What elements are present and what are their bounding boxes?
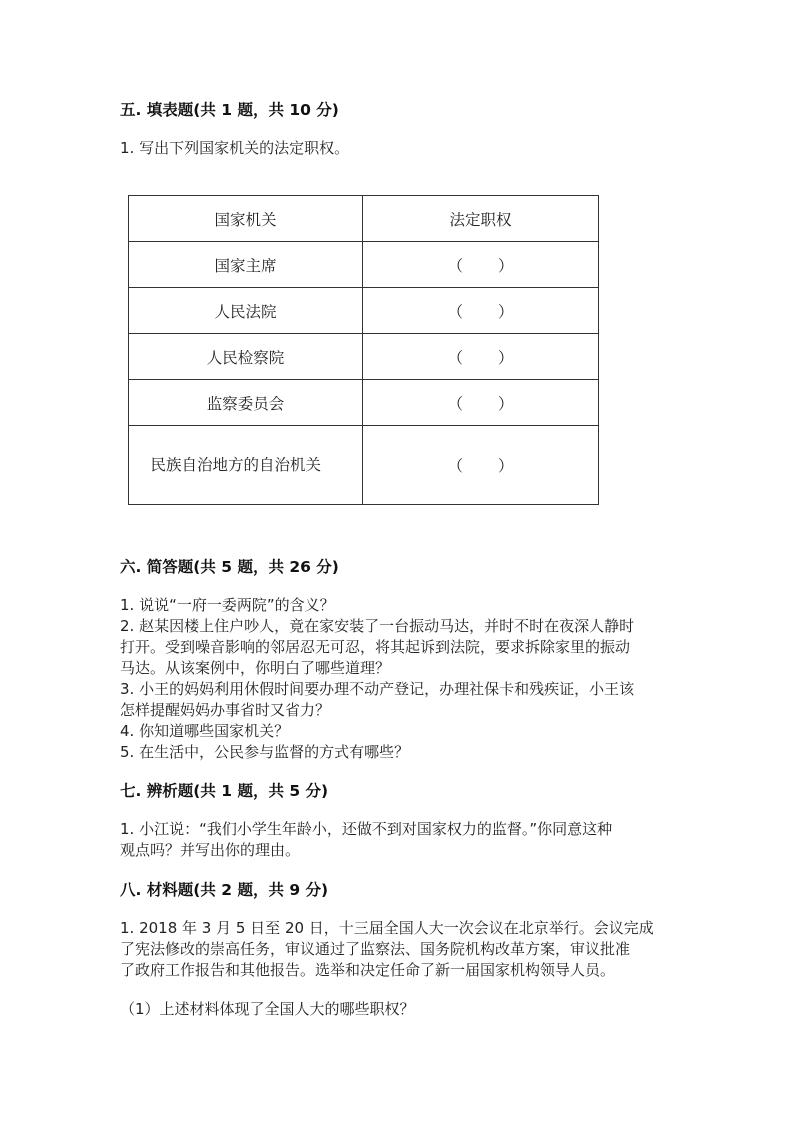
section-8-line: 了宪法修改的崇高任务，审议通过了监察法、国务院机构改革方案，审议批准 — [120, 940, 631, 958]
answer-blank-cell[interactable] — [363, 242, 599, 288]
table-row — [129, 242, 599, 288]
section-6-line: 3. 小王的妈妈利用休假时间要办理不动产登记，办理社保卡和残疾证，小王该 — [120, 680, 635, 698]
section-6-line: 2. 赵某因楼上住户吵人，竟在家安装了一台振动马达，并时不时在夜深人静时 — [120, 617, 635, 635]
open-paren: （ — [447, 302, 464, 321]
table-row — [129, 380, 599, 426]
legal-rights-table — [128, 195, 599, 505]
section-6-line: 马达。从该案例中，你明白了哪些道理？ — [120, 659, 391, 677]
close-paren: ） — [497, 302, 514, 321]
section-6-heading: 六. 简答题(共 5 题，共 26 分) — [120, 558, 339, 576]
open-paren: （ — [447, 348, 464, 367]
answer-blank-cell[interactable] — [363, 334, 599, 380]
organ-cell — [129, 426, 363, 505]
organ-cell: 监察委员会 — [129, 380, 363, 426]
section-5-heading: 五. 填表题(共 1 题，共 10 分) — [120, 101, 339, 119]
section-6-line: 4. 你知道哪些国家机关？ — [120, 722, 290, 740]
close-paren: ） — [497, 348, 514, 367]
organ-cell: 人民检察院 — [129, 334, 363, 380]
section-5-question-1: 1. 写出下列国家机关的法定职权。 — [120, 139, 350, 157]
open-paren: （ — [447, 256, 464, 275]
open-paren: （ — [447, 457, 464, 475]
table-header-row — [129, 196, 599, 242]
section-8-line: 1. 2018 年 3 月 5 日至 20 日，十三届全国人大一次会议在北京举行。会议完成 — [120, 919, 654, 937]
organ-cell: 人民法院 — [129, 288, 363, 334]
table-row — [129, 426, 599, 505]
close-paren: ） — [497, 457, 514, 475]
organ-cell: 国家主席 — [129, 242, 363, 288]
close-paren: ） — [497, 394, 514, 413]
section-7-line: 1. 小江说：“我们小学生年龄小，还做不到对国家权力的监督。”你同意这种 — [120, 820, 613, 838]
close-paren: ） — [497, 256, 514, 275]
answer-blank-cell[interactable] — [363, 288, 599, 334]
table-row — [129, 288, 599, 334]
open-paren: （ — [447, 394, 464, 413]
section-6-line: 5. 在生活中，公民参与监督的方式有哪些？ — [120, 743, 410, 761]
answer-blank-cell[interactable] — [363, 426, 599, 505]
section-7-heading: 七. 辨析题(共 1 题，共 5 分) — [120, 782, 329, 800]
table-row — [129, 334, 599, 380]
section-7-line: 观点吗？并写出你的理由。 — [120, 841, 301, 859]
section-6-line: 1. 说说“一府一委两院”的含义？ — [120, 596, 335, 614]
section-8-line: 了政府工作报告和其他报告。选举和决定任命了新一届国家机构领导人员。 — [120, 961, 616, 979]
section-8-sub-question-1: （1）上述材料体现了全国人大的哪些职权？ — [120, 1000, 415, 1018]
section-8-heading: 八. 材料题(共 2 题，共 9 分) — [120, 881, 329, 899]
header-rights: 法定职权 — [363, 196, 599, 242]
organ-cell-text: 民族自治地方的自治机关 — [150, 456, 322, 474]
header-organ: 国家机关 — [129, 196, 363, 242]
answer-blank-cell[interactable] — [363, 380, 599, 426]
section-6-line: 怎样提醒妈妈办事省时又省力？ — [120, 701, 331, 719]
section-6-line: 打开。受到噪音影响的邻居忍无可忍，将其起诉到法院，要求拆除家里的振动 — [120, 638, 631, 656]
